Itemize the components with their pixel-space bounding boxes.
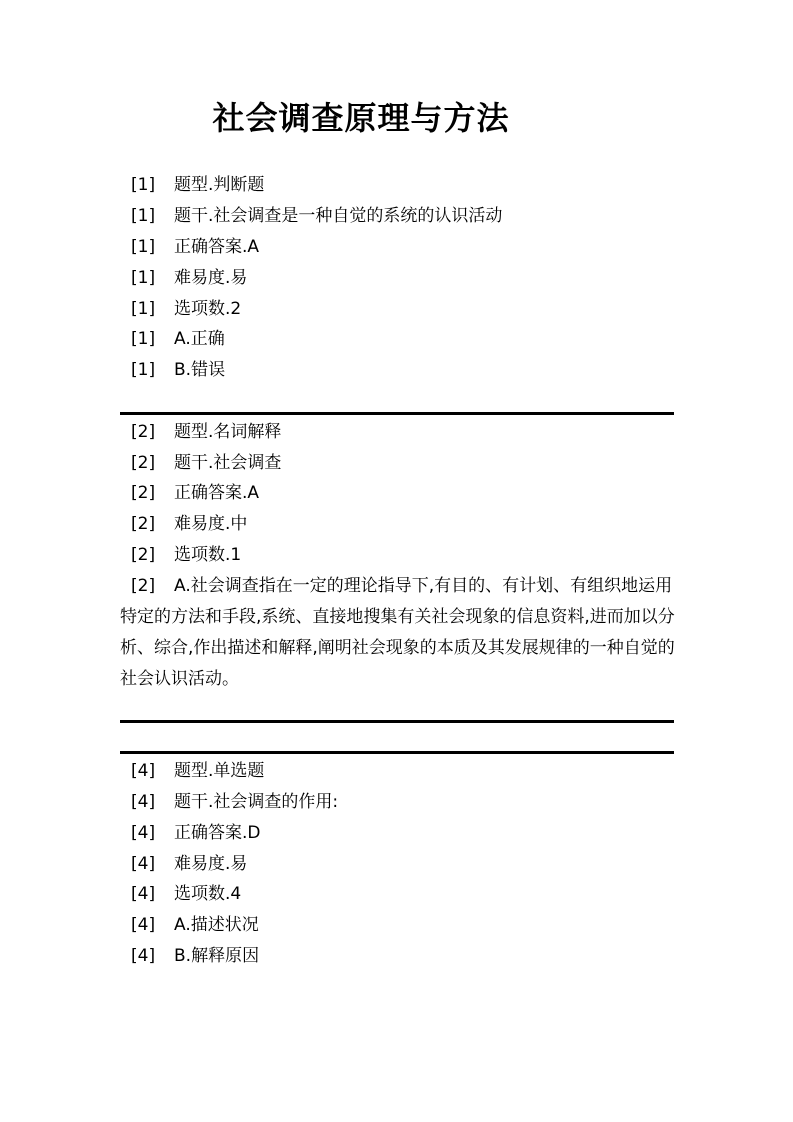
question-number: [2]	[131, 422, 156, 442]
question-number: [4]	[131, 854, 156, 874]
section-divider	[120, 412, 674, 415]
question-difficulty-line	[131, 263, 247, 294]
question-option: B.解释原因	[174, 946, 260, 966]
question-option-count-line	[131, 540, 241, 571]
question-number: [4]	[131, 761, 156, 781]
question-option-line	[131, 324, 225, 355]
question-number: [2]	[131, 576, 156, 596]
question-option: A.正确	[174, 329, 225, 349]
question-stem: 题干.社会调查是一种自觉的系统的认识活动	[174, 206, 503, 226]
question-difficulty: 难易度.易	[174, 268, 248, 288]
question-answer: 正确答案.D	[174, 823, 261, 843]
question-type-line	[131, 756, 264, 787]
question-option-count: 选项数.2	[174, 299, 242, 319]
question-number: [2]	[131, 545, 156, 565]
question-number: [1]	[131, 268, 156, 288]
question-number: [1]	[131, 175, 156, 195]
question-option-count-line	[131, 294, 241, 325]
question-option-line	[131, 941, 259, 972]
question-number: [1]	[131, 299, 156, 319]
question-type: 题型.单选题	[174, 761, 265, 781]
question-difficulty: 难易度.中	[174, 514, 248, 534]
page-title: 社会调查原理与方法	[212, 99, 510, 137]
question-number: [4]	[131, 792, 156, 812]
question-stem-line	[131, 787, 338, 818]
question-option-count: 选项数.1	[174, 545, 242, 565]
question-difficulty: 难易度.易	[174, 854, 248, 874]
question-number: [2]	[131, 483, 156, 503]
question-number: [1]	[131, 206, 156, 226]
question-option-line	[131, 910, 259, 941]
question-answer-line	[131, 818, 261, 849]
question-stem: 题干.社会调查	[174, 453, 282, 473]
question-number: [4]	[131, 884, 156, 904]
question-stem-line	[131, 448, 281, 479]
section-divider	[120, 720, 674, 723]
question-number: [1]	[131, 329, 156, 349]
question-option-count: 选项数.4	[174, 884, 242, 904]
question-stem: 题干.社会调查的作用:	[174, 792, 339, 812]
question-stem-line	[131, 201, 502, 232]
question-number: [4]	[131, 915, 156, 935]
question-difficulty-line	[131, 509, 247, 540]
question-type: 题型.判断题	[174, 175, 265, 195]
question-difficulty-line	[131, 849, 247, 880]
question-number: [4]	[131, 823, 156, 843]
question-option-line	[131, 355, 225, 386]
question-option: A.社会调查指在一定的理论指导下,有目的、有计划、有组织地运用特定的方法和手段,系统、直接地搜集有关社会现象的信息资料,进而加以分析、综合,作出描述和解释,阐明社会现象的本质及其发展规律的一种自觉的社会认识活动。	[120, 576, 675, 689]
question-answer: 正确答案.A	[174, 237, 260, 257]
question-type-line	[131, 417, 281, 448]
question-number: [4]	[131, 946, 156, 966]
question-option: A.描述状况	[174, 915, 259, 935]
question-number: [1]	[131, 237, 156, 257]
question-option: B.错误	[174, 360, 226, 380]
question-type-line	[131, 170, 264, 201]
question-number: [2]	[131, 514, 156, 534]
section-divider	[120, 751, 674, 754]
question-number: [2]	[131, 453, 156, 473]
question-answer-line	[131, 478, 259, 509]
question-option-paragraph	[120, 571, 675, 695]
question-option-count-line	[131, 879, 241, 910]
question-type: 题型.名词解释	[174, 422, 282, 442]
question-answer: 正确答案.A	[174, 483, 260, 503]
question-answer-line	[131, 232, 259, 263]
question-number: [1]	[131, 360, 156, 380]
